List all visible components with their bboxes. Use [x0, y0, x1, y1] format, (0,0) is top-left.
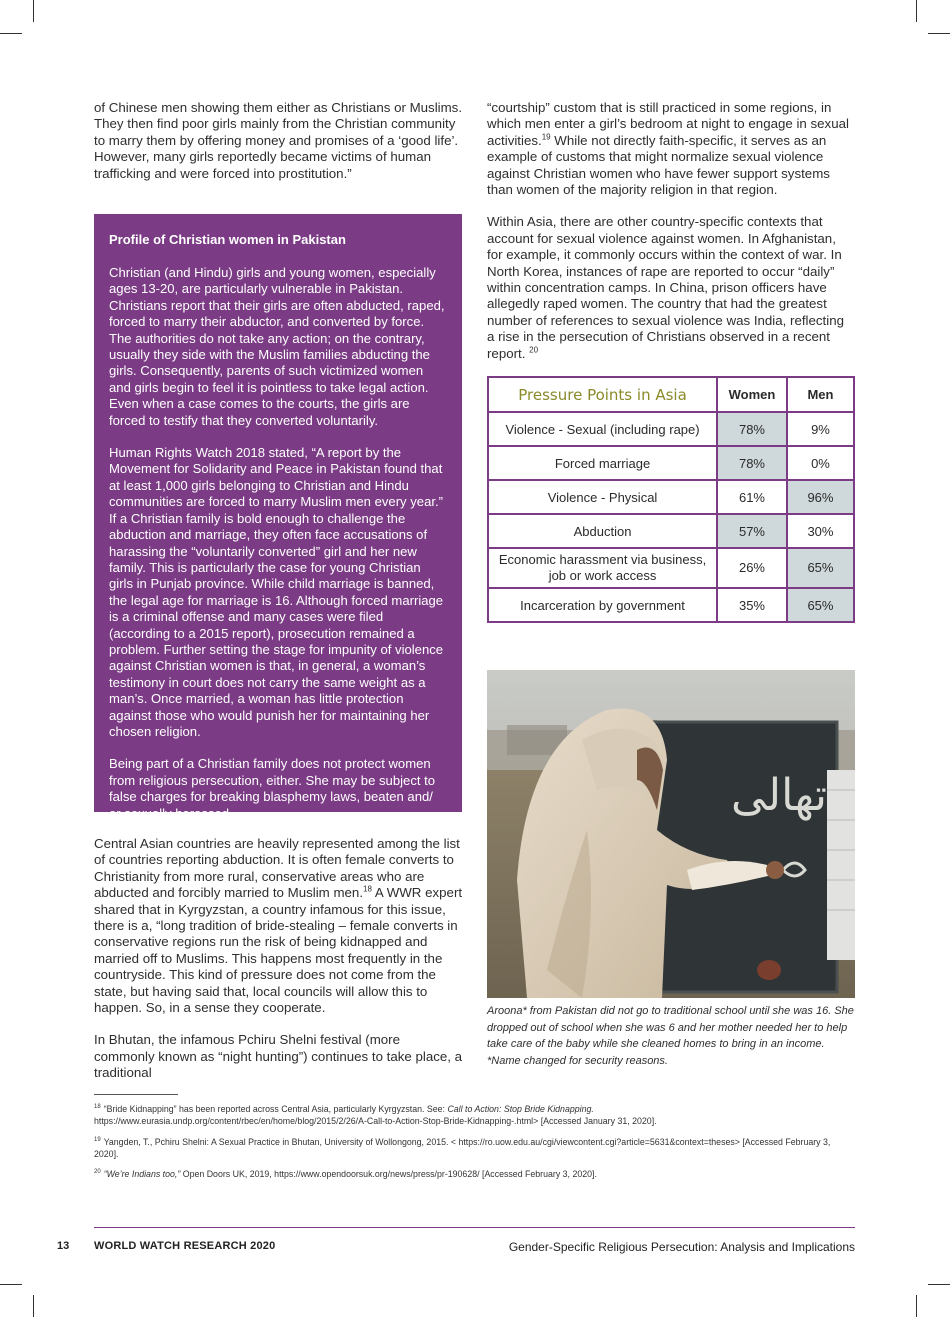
- row-label: Forced marriage: [488, 446, 717, 480]
- table-row: [488, 480, 854, 514]
- footnote-divider: [94, 1094, 178, 1095]
- photo-caption: Aroona* from Pakistan did not go to traditional school until she was 16. She dropped out of school when she was 6 and her mother needed her to help take care of the baby while she cleaned homes to bring in an income. *Name changed for security reasons.: [487, 1005, 854, 1067]
- men-value: 65%: [787, 548, 854, 588]
- column-header-men: Men: [787, 377, 854, 412]
- photo-woman-at-chalkboard: [487, 670, 855, 998]
- women-value: 35%: [717, 588, 787, 622]
- men-value: 30%: [787, 514, 854, 548]
- profile-paragraph: Being part of a Christian family does not protect women from religious persecution, either. She may be subject to false charges for breaking blasphemy laws, beaten and/ or sexually harassed.: [109, 756, 436, 821]
- footnote-ref[interactable]: 19: [541, 132, 551, 142]
- column-header-women: Women: [717, 377, 787, 412]
- crop-mark: [0, 33, 22, 34]
- crop-mark: [33, 0, 34, 22]
- crop-mark: [0, 1284, 22, 1285]
- footnote-19: [94, 1136, 854, 1160]
- board-chalk-text: تھالی: [730, 770, 828, 821]
- page-number: 13: [57, 1240, 70, 1252]
- men-value: 0%: [787, 446, 854, 480]
- women-value: 57%: [717, 514, 787, 548]
- photo-illustration: [487, 670, 855, 998]
- women-value: 78%: [717, 412, 787, 446]
- profile-heading: Profile of Christian women in Pakistan: [109, 232, 346, 247]
- footnote-title: Call to Action: Stop Bride Kidnapping.: [447, 1104, 594, 1114]
- publication-name: WORLD WATCH RESEARCH 2020: [94, 1240, 276, 1252]
- footer-divider: [94, 1227, 855, 1228]
- table-row: [488, 514, 854, 548]
- footnote-title: “We’re Indians too,”: [103, 1169, 181, 1179]
- footnote-text: https://www.eurasia.undp.org/content/rbec/en/home/blog/2015/2/26/A-Call-to-Action-Stop-Bride-Kidnapping-.html> [Accessed January 31, 2020].: [94, 1116, 657, 1126]
- right-column-top: [487, 100, 855, 362]
- crop-mark: [33, 1295, 34, 1317]
- footnote-20: [94, 1168, 854, 1180]
- profile-paragraph: Christian (and Hindu) girls and young women, especially ages 13-20, are particularly vulnerable in Pakistan. Christians report that their girls are often abducted, raped, forced to marry their abductor, and converted by force. The authorities do not take any action; on the contrary, usually they side with the Muslim families abducting the girls. Consequently, parents of such victimized women and girls begin to feel it is pointless to take legal action. Even when a case comes to the courts, the girls are forced to testify that they converted voluntarily.: [109, 265, 445, 428]
- left-column-top: [94, 100, 464, 182]
- profile-paragraph: Human Rights Watch 2018 stated, “A report by the Movement for Solidarity and Peace in Pakistan found that at least 1,000 girls belonging to Christian and Hindu communities are forced to marry Muslim men every year.” If a Christian family is bold enough to challenge the abduction and marriage, they often face accusations of harassing the “voluntarily converted” girl and her new family. This is particularly the case for young Christian girls in Punjab province. While child marriage is banned, the legal age for marriage is 16. Although forced marriage is a criminal offense and many cases were filed (according to a 2015 report), prosecution remained a problem. Further setting the stage for impunity of violence against Christian women is that, in general, a woman’s testimony in court does not carry the same weight as a man’s. Once married, a woman has little protection against those who would punish her for maintaining her chosen religion.: [109, 445, 444, 739]
- table-row: [488, 588, 854, 622]
- women-value: 26%: [717, 548, 787, 588]
- women-value: 61%: [717, 480, 787, 514]
- body-paragraph: [94, 836, 464, 1016]
- footnote-number: 20: [94, 1169, 101, 1176]
- row-label: Incarceration by government: [488, 588, 717, 622]
- row-label: Economic harassment via business, job or work access: [488, 548, 717, 588]
- table-title: Pressure Points in Asia: [488, 377, 717, 412]
- table-row: [488, 446, 854, 480]
- text-span: A WWR expert shared that in Kyrgyzstan, a country infamous for this issue, there is a, “long tradition of bride-stealing – female converts in conservative regions run the risk of being kidnapped and married off to Muslims. This happens most frequently in the countryside. This kind of pressure does not come from the state, but having said that, local councils will allow this to happen. So, in a sense they cooperate.: [94, 885, 463, 1016]
- text-span: Central Asian countries are heavily represented among the list of countries reporting abduction. It is often female converts to Christianity from more rural, conservative areas who are abducted and forcibly married to Muslim men.: [94, 836, 460, 901]
- report-title: Gender-Specific Religious Persecution: Analysis and Implications: [508, 1240, 855, 1254]
- crop-mark: [916, 0, 917, 22]
- footnote-number: 19: [94, 1137, 101, 1144]
- text-span: “courtship” custom that is still practiced in some regions, in which men enter a girl’s bedroom at night to engage in sexual activities.: [487, 100, 849, 148]
- footnote-number: 18: [94, 1104, 101, 1111]
- men-value: 65%: [787, 588, 854, 622]
- men-value: 9%: [787, 412, 854, 446]
- row-label: Violence - Physical: [488, 480, 717, 514]
- footnote-text: Yangden, T., Pchiru Shelni: A Sexual Practice in Bhutan, University of Wollongong, 2015. < https://ro.uow.edu.au/cgi/viewcontent.cgi?article=5631&context=theses> [Accessed February 3, 2020].: [94, 1137, 831, 1159]
- row-label: Violence - Sexual (including rape): [488, 412, 717, 446]
- table-row: [488, 548, 854, 588]
- text-span: While not directly faith-specific, it serves as an example of customs that might normalize sexual violence against Christian women who have fewer support systems than women of the majority religion in that region.: [487, 132, 830, 198]
- footnote-text: Open Doors UK, 2019, https://www.opendoorsuk.org/news/press/pr-190628/ [Accessed February 3, 2020].: [180, 1169, 597, 1179]
- table-row: [488, 412, 854, 446]
- footnote-18: [94, 1103, 854, 1127]
- table-header-row: [488, 377, 854, 412]
- crop-mark: [916, 1295, 917, 1317]
- crop-mark: [928, 1284, 950, 1285]
- profile-sidebar-box: [94, 214, 462, 821]
- pressure-points-table: [487, 376, 855, 623]
- footnote-ref[interactable]: 20: [529, 345, 539, 355]
- body-paragraph: [487, 214, 855, 362]
- left-column-bottom: [94, 836, 464, 1082]
- body-paragraph: of Chinese men showing them either as Christians or Muslims. They then find poor girls mainly from the Christian community to marry them by offering money and promises of a ‘good life’. However, many girls reportedly became victims of human trafficking and were forced into prostitution.”: [94, 100, 463, 181]
- body-paragraph: [487, 100, 855, 198]
- footnote-ref[interactable]: 18: [363, 884, 372, 894]
- text-span: Within Asia, there are other country-specific contexts that account for sexual violence against women. In Afghanistan, for example, it commonly occurs within the context of war. In North Korea, instances of rape are reported to occur “daily” within concentration camps. In China, prison officers have allegedly raped women. The country that had the greatest number of references to sexual violence was India, reflecting a rise in the persecution of Christians observed in a recent report.: [487, 214, 844, 361]
- body-paragraph: In Bhutan, the infamous Pchiru Shelni festival (more commonly known as “night hunting”) continues to take place, a traditional: [94, 1032, 463, 1081]
- row-label: Abduction: [488, 514, 717, 548]
- men-value: 96%: [787, 480, 854, 514]
- women-value: 78%: [717, 446, 787, 480]
- crop-mark: [928, 33, 950, 34]
- footnote-text: “Bride Kidnapping” has been reported across Central Asia, particularly Kyrgyzstan. See:: [103, 1104, 448, 1114]
